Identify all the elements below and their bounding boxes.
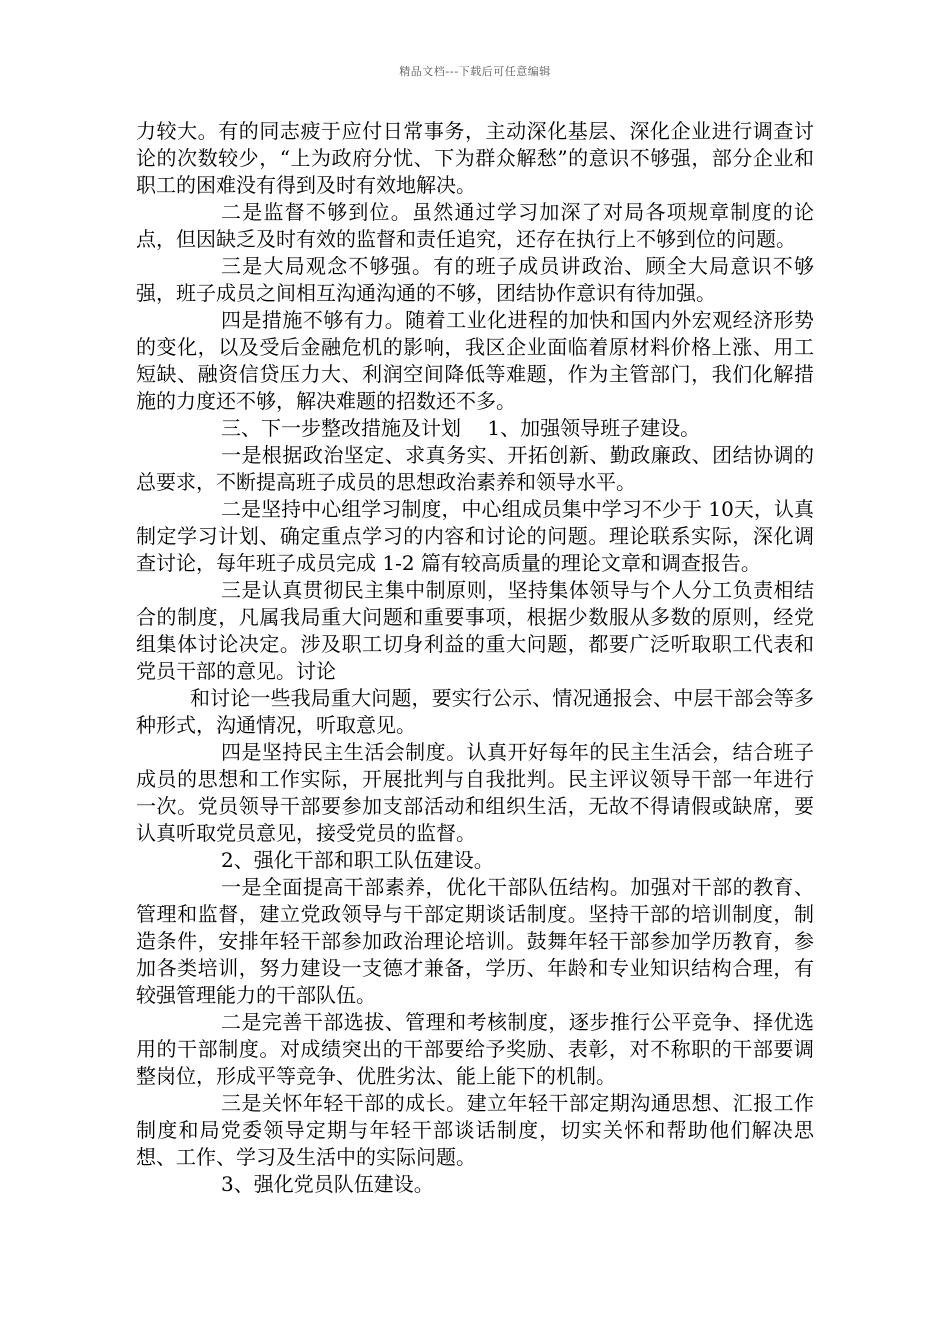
section-heading-next-steps: 三、下一步整改措施及计划 1、加强领导班子建设。	[221, 416, 701, 440]
paragraph-cadre-1: 一是全面提高干部素养，优化干部队伍结构。加强对干部的教育、管理和监督，建立党政领导与干部定期谈话制度。坚持干部的培训制度，制造条件，安排年轻干部参加政治理论培训。鼓舞年轻干部参加学历教育，参加各类培训，努力建设一支德才兼备，学历、年龄和专业知识结构合理，有较强管理能力的干部队伍。	[136, 875, 814, 1007]
paragraph-measures: 四是措施不够有力。随着工业化进程的加快和国内外宏观经济形势的变化，以及受后金融危机的影响，我区企业面临着原材料价格上涨、用工短缺、融资信贷压力大、利润空间降低等难题，作为主管部门，我们化解措施的力度还不够，解决难题的招数还不多。	[136, 308, 814, 413]
paragraph-overall-view: 三是大局观念不够强。有的班子成员讲政治、顾全大局意识不够强，班子成员之间相互沟通沟通的不够，团结协作意识有待加强。	[136, 254, 814, 305]
paragraph-leadership-3-cont: 和讨论一些我局重大问题，要实行公示、情况通报会、中层干部会等多种形式，沟通情况，听取意见。	[136, 686, 814, 737]
section-heading-cadre: 2、强化干部和职工队伍建设。	[221, 848, 494, 872]
paragraph-continuation: 力较大。有的同志疲于应付日常事务，主动深化基层、深化企业进行调查讨论的次数较少，“上为政府分忧、下为群众解愁”的意识不够强，部分企业和职工的困难没有得到及时有效地解决。	[136, 119, 814, 197]
document-body	[136, 118, 814, 1198]
paragraph-cadre-2: 二是完善干部选拔、管理和考核制度，逐步推行公平竞争、择优选用的干部制度。对成绩突出的干部要给予奖励、表彰，对不称职的干部要调整岗位，形成平等竞争、优胜劣汰、能上能下的机制。	[136, 1010, 814, 1088]
page-header: 精品文档---下载后可任意编辑	[399, 65, 551, 78]
paragraph-supervision: 二是监督不够到位。虽然通过学习加深了对局各项规章制度的论点，但因缺乏及时有效的监督和责任追究，还存在执行上不够到位的问题。	[136, 200, 814, 251]
paragraph-leadership-4: 四是坚持民主生活会制度。认真开好每年的民主生活会，结合班子成员的思想和工作实际，开展批判与自我批判。民主评议领导干部一年进行一次。党员领导干部要参加支部活动和组织生活，无故不得请假或缺席，要认真听取党员意见，接受党员的监督。	[136, 740, 814, 845]
paragraph-leadership-3: 三是认真贯彻民主集中制原则，坚持集体领导与个人分工负责相结合的制度，凡属我局重大问题和重要事项，根据少数服从多数的原则，经党组集体讨论决定。涉及职工切身利益的重大问题，都要广泛听取职工代表和党员干部的意见。讨论	[136, 578, 814, 683]
paragraph-cadre-3: 三是关怀年轻干部的成长。建立年轻干部定期沟通思想、汇报工作制度和局党委领导定期与年轻干部谈话制度，切实关怀和帮助他们解决思想、工作、学习及生活中的实际问题。	[136, 1091, 814, 1169]
paragraph-leadership-2: 二是坚持中心组学习制度，中心组成员集中学习不少于 10天，认真制定学习计划、确定重点学习的内容和讨论的问题。理论联系实际，深化调查讨论，每年班子成员完成 1-2 篇有较高质量的理论文章和调查报告。	[136, 497, 814, 575]
section-heading-party-members: 3、强化党员队伍建设。	[221, 1172, 434, 1196]
paragraph-leadership-1: 一是根据政治坚定、求真务实、开拓创新、勤政廉政、团结协调的总要求，不断提高班子成员的思想政治素养和领导水平。	[136, 443, 814, 494]
